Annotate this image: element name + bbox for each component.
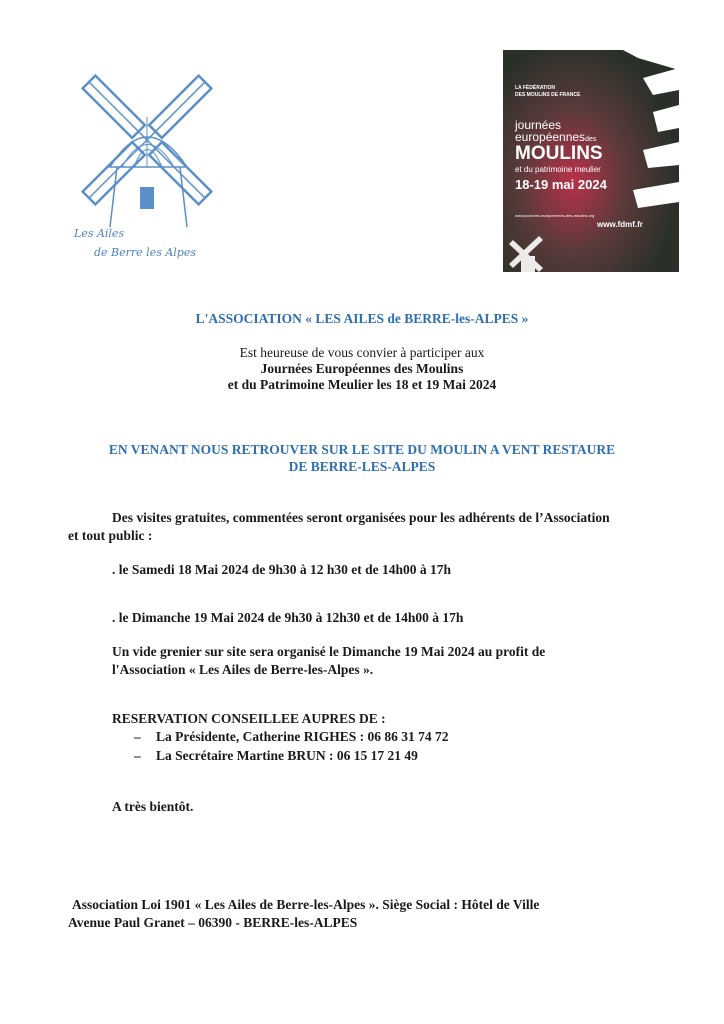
poster-url-small: www.journees-europeennes-des-moulins.org	[515, 213, 595, 218]
contact-secretary: La Secrétaire Martine BRUN : 06 15 17 21 49	[156, 748, 418, 763]
event-poster	[503, 50, 679, 286]
schedule-saturday: . le Samedi 18 Mai 2024 de 9h30 à 12 h30 et de 14h00 à 17h	[112, 562, 452, 577]
footer-line2: Avenue Paul Granet – 06390 - BERRE-les-ALPES	[68, 915, 358, 930]
poster-title-moulins: MOULINS	[515, 143, 603, 164]
logo-text-line1: Les Ailes	[74, 227, 125, 240]
contact-president: La Présidente, Catherine RIGHES : 06 86 31 74 72	[156, 729, 449, 744]
subheading-line2: DE BERRE-LES-ALPES	[288, 459, 436, 474]
poster-title-line1: journées	[515, 118, 562, 132]
intro-line3: et du Patrimoine Meulier les 18 et 19 Mai 2024	[227, 377, 497, 392]
contact-dash-1: –	[134, 729, 141, 744]
flea-market-line1: Un vide grenier sur site sera organisé le Dimanche 19 Mai 2024 au profit de	[112, 644, 546, 659]
visits-line1: Des visites gratuites, commentées seront organisées pour les adhérents de l’Association	[112, 510, 610, 525]
windmill-icon	[62, 62, 232, 227]
schedule-sunday: . le Dimanche 19 Mai 2024 de 9h30 à 12h30 et de 14h00 à 17h	[112, 610, 464, 625]
footer-line1: Association Loi 1901 « Les Ailes de Berre-les-Alpes ». Siège Social : Hôtel de Ville	[72, 897, 540, 912]
poster-federation-line2: DES MOULINS DE FRANCE	[515, 92, 581, 98]
reservation-title: RESERVATION CONSEILLEE AUPRES DE :	[112, 711, 386, 726]
visits-line2: et tout public :	[68, 528, 153, 543]
poster-dates: 18-19 mai 2024	[515, 177, 607, 192]
contact-dash-2: –	[134, 748, 141, 763]
poster-url: www.fdmf.fr	[597, 220, 643, 229]
poster-title-line2: européennesdes	[515, 130, 597, 144]
closing-text: A très bientôt.	[112, 799, 194, 814]
flea-market-line2: l'Association « Les Ailes de Berre-les-Alpes ».	[112, 662, 374, 677]
page-heading: L'ASSOCIATION « LES AILES de BERRE-les-ALPES »	[195, 311, 529, 326]
association-logo	[62, 62, 232, 272]
poster-title-line4: et du patrimoine meulier	[515, 165, 601, 174]
intro-line2: Journées Européennes des Moulins	[260, 361, 464, 376]
poster-federation-line1: LA FÉDÉRATION	[515, 85, 555, 91]
subheading-line1: EN VENANT NOUS RETROUVER SUR LE SITE DU MOULIN A VENT RESTAURE	[108, 442, 616, 457]
logo-text-line2: de Berre les Alpes	[94, 246, 196, 259]
intro-line1: Est heureuse de vous convier à participer aux	[239, 345, 485, 360]
